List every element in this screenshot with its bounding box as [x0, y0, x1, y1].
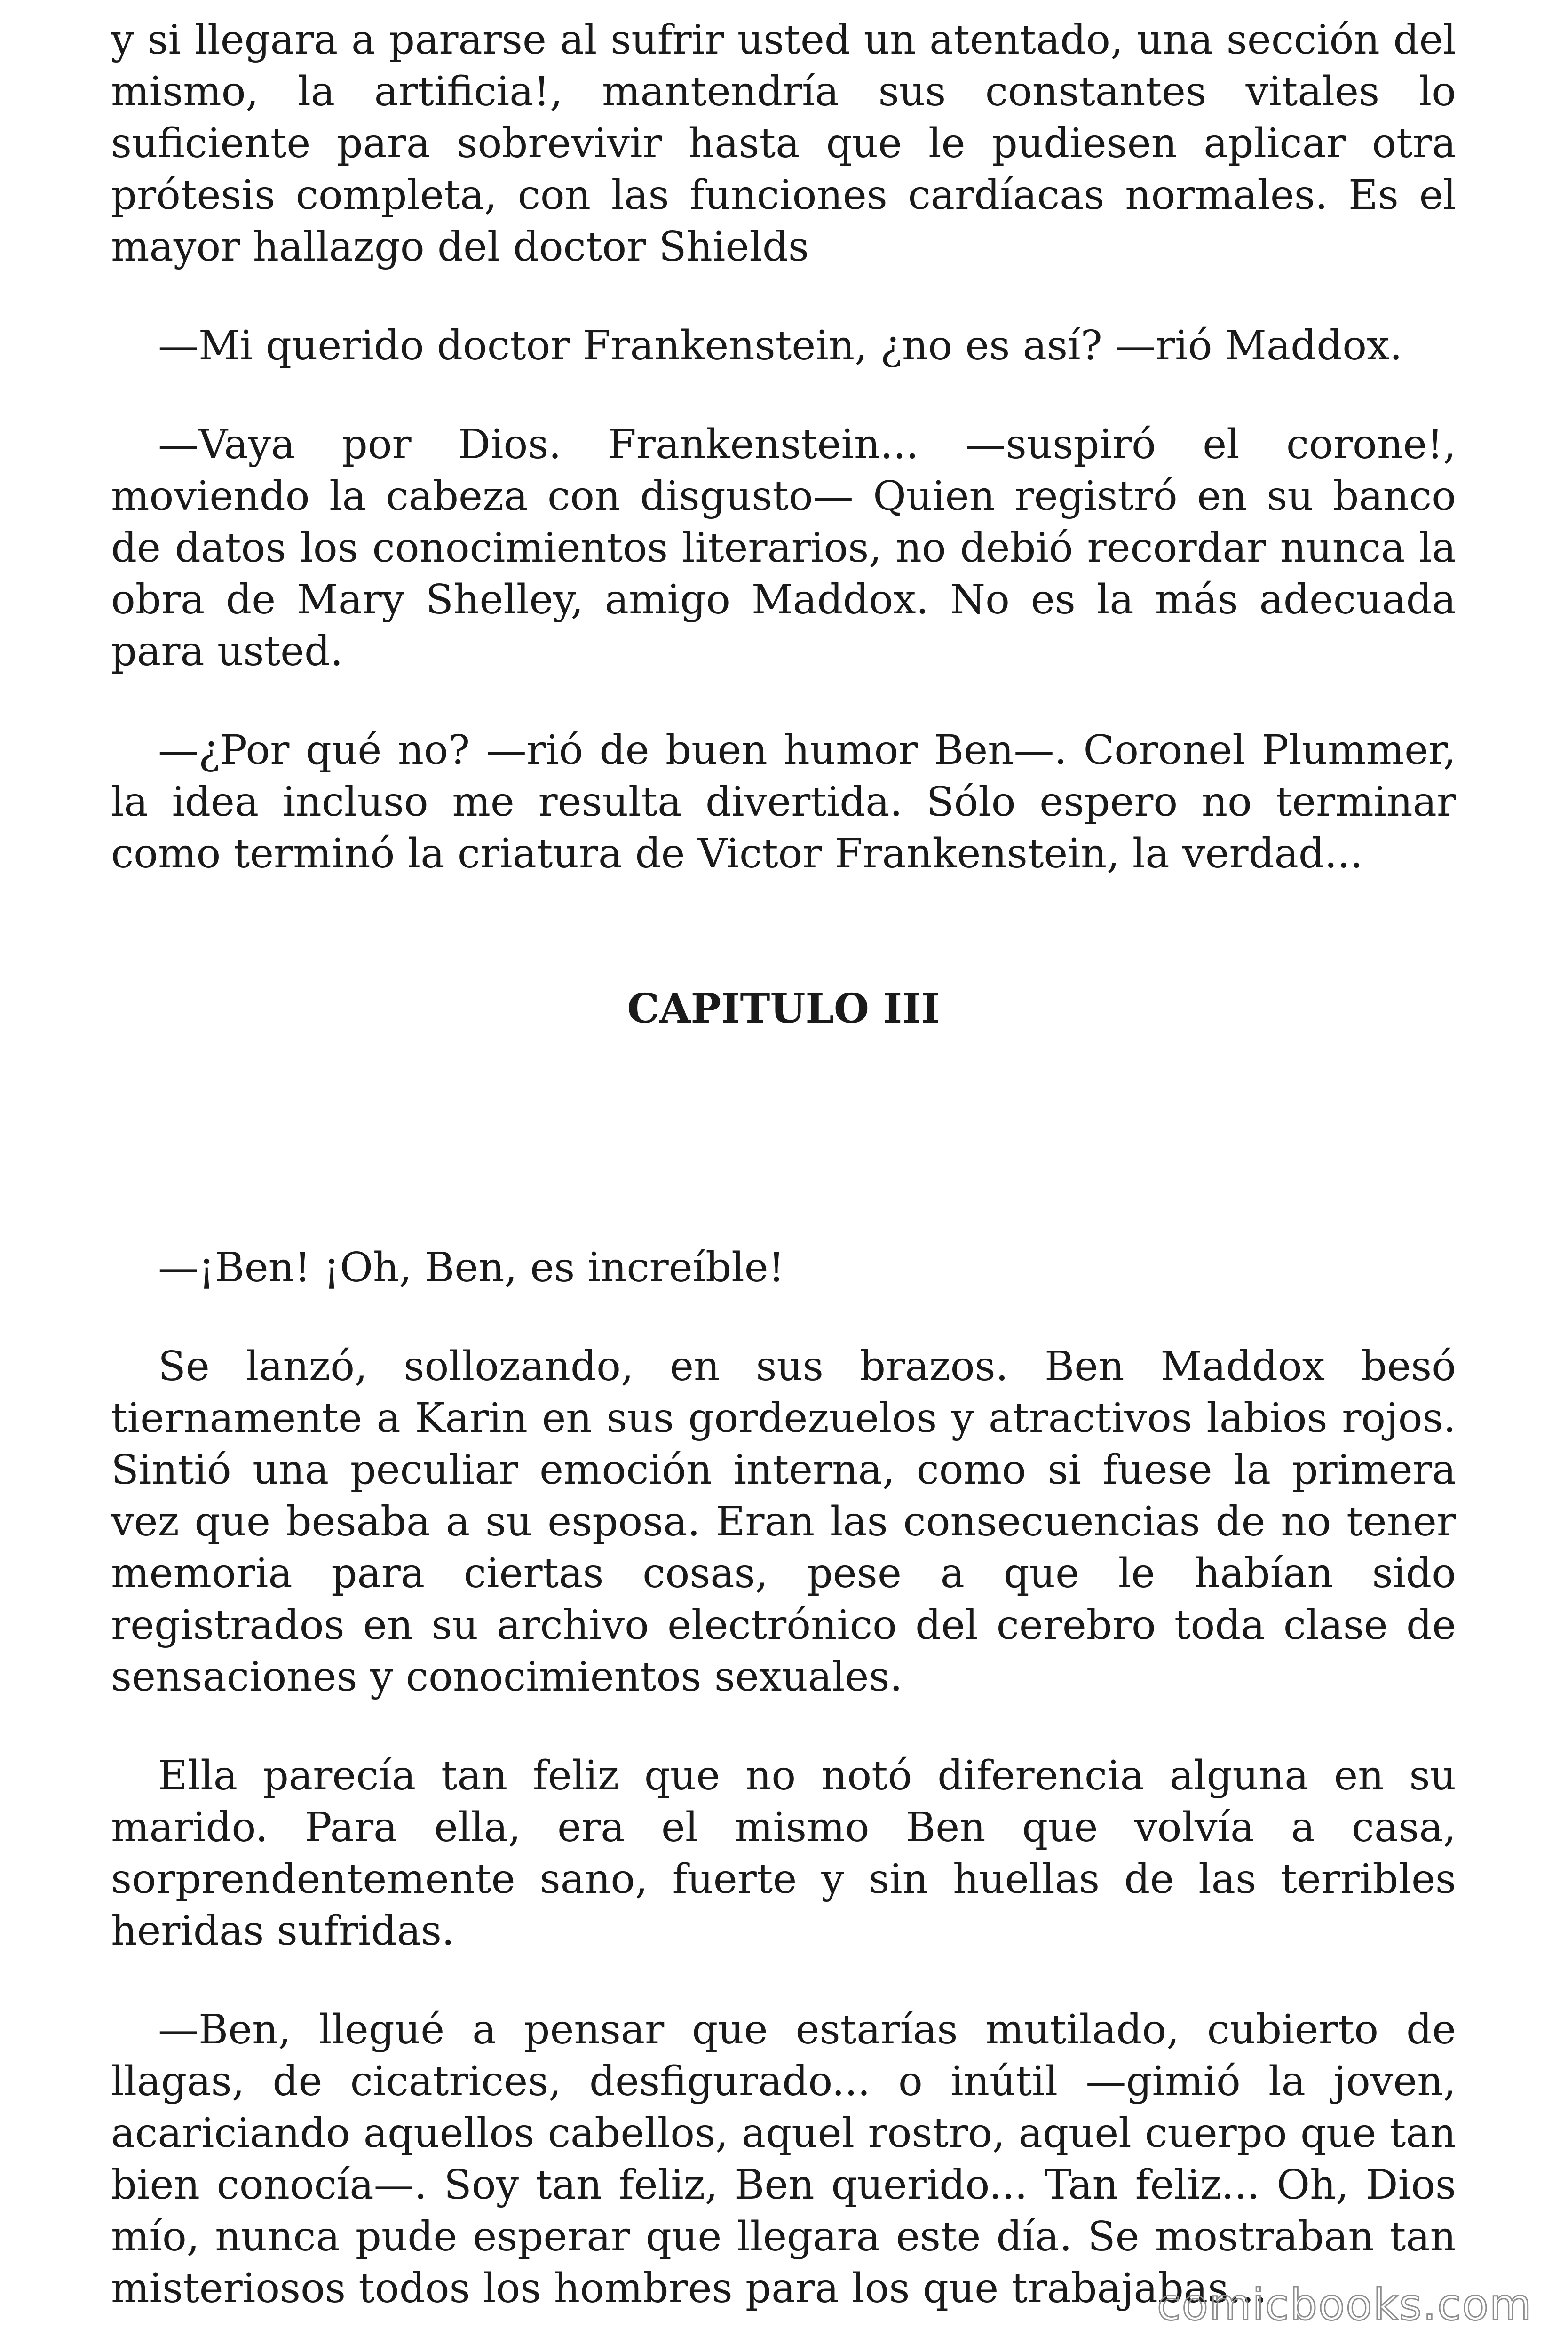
- watermark-logo: comicbooks.com: [1157, 2280, 1533, 2330]
- paragraph: —Ben, llegué a pensar que estarías mutilado, cubierto de llagas, de cicatrices, desfigurado... o inútil —gimió la joven, acariciando aquellos cabellos, aquel rostro, aquel cuerpo que tan bien conocía—. Soy tan feliz, Ben querido... Tan feliz... Oh, Dios mío, nunca pude esperar que llegara este día. Se mostraban tan misteriosos todos los hombres para los que trabajabas...: [111, 2006, 1456, 2312]
- paragraph: y si llegara a pararse al sufrir usted un atentado, una sección del mismo, la artificia!, mantendría sus constantes vitales lo suficiente para sobrevivir hasta que le pudiesen aplicar otra prótesis completa, con las funciones cardíacas normales. Es el mayor hallazgo del doctor Shields: [111, 16, 1456, 270]
- paragraph: Se lanzó, sollozando, en sus brazos. Ben Maddox besó tiernamente a Karin en sus gordezuelos y atractivos labios rojos. Sintió una peculiar emoción interna, como si fuese la primera vez que besaba a su esposa. Eran las consecuencias de no tener memoria para ciertas cosas, pese a que le habían sido registrados en su archivo electrónico del cerebro toda clase de sensaciones y conocimientos sexuales.: [111, 1343, 1456, 1700]
- paragraph: —¿Por qué no? —rió de buen humor Ben—. Coronel Plummer, la idea incluso me resulta divertida. Sólo espero no terminar como terminó la criatura de Victor Frankenstein, la verdad...: [111, 727, 1456, 877]
- paragraph: —Vaya por Dios. Frankenstein... —suspiró el corone!, moviendo la cabeza con disgusto— Quien registró en su banco de datos los conocimientos literarios, no debió recordar nunca la obra de Mary Shelley, amigo Maddox. No es la más adecuada para usted.: [111, 421, 1456, 675]
- document-page: [111, 14, 1456, 2352]
- chapter-title: CAPITULO III: [627, 985, 940, 1033]
- chapter-spacer: [111, 1035, 1456, 1242]
- paragraph: —Mi querido doctor Frankenstein, ¿no es así? —rió Maddox.: [158, 322, 1402, 369]
- paragraph: Ella parecía tan feliz que no notó diferencia alguna en su marido. Para ella, era el mismo Ben que volvía a casa, sorprendentemente sano, fuerte y sin huellas de las terribles heridas sufridas.: [111, 1752, 1456, 1955]
- paragraph: —¡Ben! ¡Oh, Ben, es increíble!: [158, 1244, 785, 1291]
